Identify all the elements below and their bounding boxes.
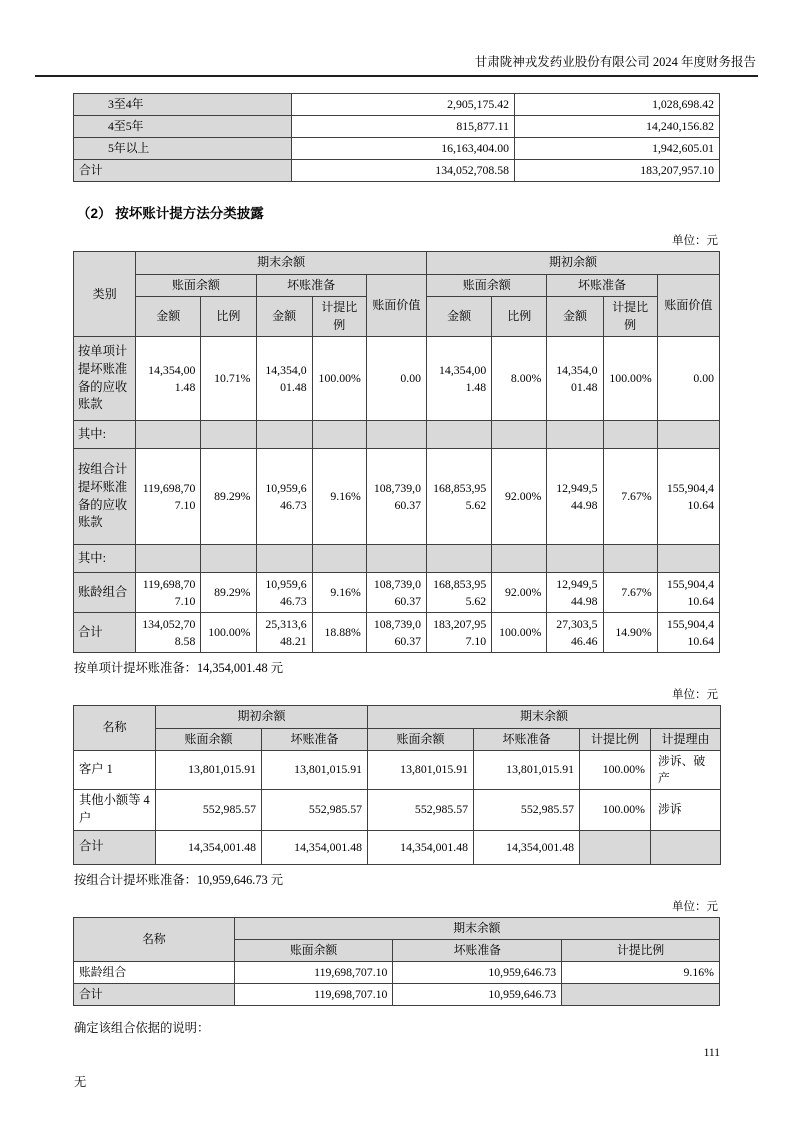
note-portfolio-provision: 按组合计提坏账准备：10,959,646.73 元	[74, 872, 284, 887]
table-cell: 552,985.57	[474, 790, 580, 831]
table-cell: 13,801,015.91	[156, 750, 262, 789]
table-cell: 14,354,001.48	[427, 337, 492, 421]
column-header-provision-ratio: 计提比例	[580, 728, 651, 750]
table-row	[74, 573, 720, 613]
table-cell: 9.16%	[562, 961, 720, 983]
row-label: 账龄组合	[74, 573, 136, 613]
column-header-book-value: 账面价值	[657, 274, 719, 336]
table-cell: 155,904,410.64	[657, 613, 719, 653]
table-cell	[136, 421, 201, 449]
table-cell	[427, 421, 492, 449]
table-cell	[547, 421, 603, 449]
table-row	[74, 961, 720, 983]
column-header-provision-ratio: 计提比例	[562, 939, 720, 961]
table-row	[74, 545, 720, 573]
table-cell: 14.90%	[603, 613, 657, 653]
column-header-amount: 金额	[136, 297, 201, 337]
table-cell: 100.00%	[603, 337, 657, 421]
row-label: 其他小额等 4 户	[74, 790, 156, 831]
table-cell: 涉诉、破产	[651, 750, 721, 789]
column-header-amount: 金额	[256, 297, 312, 337]
table-cell	[256, 545, 312, 573]
table-cell: 168,853,955.62	[427, 449, 492, 545]
column-header-bad-debt-provision: 坏账准备	[547, 274, 657, 296]
table-cell: 100.00%	[580, 750, 651, 789]
individual-provision-table	[73, 705, 721, 865]
page-header	[35, 0, 758, 77]
column-header-ratio: 比例	[492, 297, 547, 337]
table-row	[74, 750, 721, 789]
table-row	[74, 421, 720, 449]
table-row	[74, 613, 720, 653]
table-cell: 13,801,015.91	[262, 750, 368, 789]
table-cell: 14,240,156.82	[515, 116, 720, 138]
table-cell	[136, 545, 201, 573]
table-cell: 119,698,707.10	[136, 449, 201, 545]
table-cell: 155,904,410.64	[657, 573, 719, 613]
column-header-ratio: 比例	[201, 297, 256, 337]
table-cell: 涉诉	[651, 790, 721, 831]
table-cell: 100.00%	[492, 613, 547, 653]
table-cell: 0.00	[657, 337, 719, 421]
table-row	[74, 449, 720, 545]
row-label: 按单项计提坏账准备的应收账款	[74, 337, 136, 421]
table-cell: 119,698,707.10	[234, 984, 393, 1006]
header-row	[74, 274, 720, 296]
column-header-amount: 金额	[547, 297, 603, 337]
table-cell: 14,354,001.48	[262, 830, 368, 864]
column-header-provision-ratio: 计提比例	[312, 297, 366, 337]
table-cell: 183,207,957.10	[427, 613, 492, 653]
table-cell: 2,905,175.42	[292, 94, 515, 116]
table-cell	[492, 545, 547, 573]
note-none: 无	[74, 1075, 87, 1090]
table-cell: 14,354,001.48	[368, 830, 474, 864]
column-header-provision-ratio: 计提比例	[603, 297, 657, 337]
report-title: 甘肃陇神戎发药业股份有限公司 2024 年度财务报告	[474, 55, 756, 69]
table-cell: 168,853,955.62	[427, 573, 492, 613]
table-cell	[201, 421, 256, 449]
table-cell	[657, 421, 719, 449]
table-cell: 14,354,001.48	[136, 337, 201, 421]
table-cell: 155,904,410.64	[657, 449, 719, 545]
column-header-book-balance: 账面余额	[156, 728, 262, 750]
row-label: 合计	[74, 613, 136, 653]
table-cell: 10,959,646.73	[393, 961, 562, 983]
table-cell: 92.00%	[492, 573, 547, 613]
column-header-bad-debt-provision: 坏账准备	[474, 728, 580, 750]
table-cell: 18.88%	[312, 613, 366, 653]
table-cell	[580, 830, 651, 864]
note-portfolio-basis: 确定该组合依据的说明：	[74, 1021, 210, 1036]
table-cell	[651, 830, 721, 864]
table-cell: 552,985.57	[368, 790, 474, 831]
row-label: 4至5年	[74, 116, 292, 138]
column-header-category: 类别	[74, 252, 136, 337]
page-number: 111	[703, 1047, 720, 1059]
table-row	[74, 116, 720, 138]
table-cell: 108,739,060.37	[366, 613, 426, 653]
column-header-begin-balance: 期初余额	[156, 706, 368, 728]
table-row	[74, 830, 721, 864]
column-header-amount: 金额	[427, 297, 492, 337]
column-header-end-balance: 期末余额	[234, 917, 719, 939]
table-cell: 1,942,605.01	[515, 138, 720, 160]
unit-label: 单位：元	[672, 235, 718, 248]
table-cell: 13,801,015.91	[368, 750, 474, 789]
table-cell	[492, 421, 547, 449]
table-cell: 10.71%	[201, 337, 256, 421]
column-header-bad-debt-provision: 坏账准备	[393, 939, 562, 961]
table-cell	[256, 421, 312, 449]
table-cell: 10,959,646.73	[256, 449, 312, 545]
table-cell: 13,801,015.91	[474, 750, 580, 789]
table-row	[74, 138, 720, 160]
table-row	[74, 160, 720, 182]
column-header-book-balance: 账面余额	[368, 728, 474, 750]
table-cell: 552,985.57	[262, 790, 368, 831]
table-cell	[547, 545, 603, 573]
row-label: 客户 1	[74, 750, 156, 789]
column-header-name: 名称	[74, 917, 235, 961]
table-cell	[562, 984, 720, 1006]
table-cell: 10,959,646.73	[256, 573, 312, 613]
row-label: 合计	[74, 160, 292, 182]
table-cell: 10,959,646.73	[393, 984, 562, 1006]
table-row	[74, 790, 721, 831]
table-cell: 9.16%	[312, 449, 366, 545]
table-row	[74, 337, 720, 421]
column-header-begin-balance: 期初余额	[427, 252, 720, 274]
table-cell: 27,303,546.46	[547, 613, 603, 653]
table-cell: 25,313,648.21	[256, 613, 312, 653]
table-cell: 100.00%	[312, 337, 366, 421]
column-header-name: 名称	[74, 706, 156, 751]
column-header-book-balance: 账面余额	[234, 939, 393, 961]
row-label: 合计	[74, 830, 156, 864]
table-cell: 100.00%	[201, 613, 256, 653]
table-cell	[366, 421, 426, 449]
aging-analysis-table	[73, 93, 720, 182]
table-cell: 134,052,708.58	[136, 613, 201, 653]
portfolio-provision-table	[73, 917, 720, 1006]
table-cell	[603, 421, 657, 449]
table-cell	[427, 545, 492, 573]
bad-debt-method-table	[73, 251, 720, 653]
table-cell: 9.16%	[312, 573, 366, 613]
table-cell: 14,354,001.48	[156, 830, 262, 864]
table-cell	[603, 545, 657, 573]
table-cell: 89.29%	[201, 449, 256, 545]
column-header-end-balance: 期末余额	[368, 706, 721, 728]
table-cell: 92.00%	[492, 449, 547, 545]
row-label: 其中:	[74, 545, 136, 573]
table-cell: 119,698,707.10	[136, 573, 201, 613]
page-content	[73, 93, 720, 1090]
row-label: 按组合计提坏账准备的应收账款	[74, 449, 136, 545]
table-cell	[657, 545, 719, 573]
table-cell: 815,877.11	[292, 116, 515, 138]
unit-label: 单位：元	[672, 689, 718, 702]
table-cell: 134,052,708.58	[292, 160, 515, 182]
table-cell: 14,354,001.48	[474, 830, 580, 864]
unit-label: 单位：元	[672, 900, 718, 913]
table-cell	[366, 545, 426, 573]
table-cell: 100.00%	[580, 790, 651, 831]
table-cell	[312, 545, 366, 573]
column-header-book-balance: 账面余额	[136, 274, 256, 296]
table-cell: 12,949,544.98	[547, 449, 603, 545]
column-header-book-value: 账面价值	[366, 274, 426, 336]
row-label: 5年以上	[74, 138, 292, 160]
note-individual-provision: 按单项计提坏账准备：14,354,001.48 元	[74, 661, 284, 676]
header-row	[74, 917, 720, 939]
column-header-provision-reason: 计提理由	[651, 728, 721, 750]
table-row	[74, 94, 720, 116]
table-cell: 8.00%	[492, 337, 547, 421]
table-cell	[312, 421, 366, 449]
table-cell: 0.00	[366, 337, 426, 421]
table-cell: 108,739,060.37	[366, 449, 426, 545]
row-label: 3至4年	[74, 94, 292, 116]
header-row	[74, 252, 720, 274]
table-cell: 183,207,957.10	[515, 160, 720, 182]
table-cell: 108,739,060.37	[366, 573, 426, 613]
table-cell: 552,985.57	[156, 790, 262, 831]
table-cell: 119,698,707.10	[234, 961, 393, 983]
column-header-bad-debt-provision: 坏账准备	[256, 274, 366, 296]
row-label: 其中:	[74, 421, 136, 449]
table-cell: 7.67%	[603, 449, 657, 545]
column-header-end-balance: 期末余额	[136, 252, 427, 274]
column-header-bad-debt-provision: 坏账准备	[262, 728, 368, 750]
row-label: 合计	[74, 984, 235, 1006]
table-cell	[201, 545, 256, 573]
row-label: 账龄组合	[74, 961, 235, 983]
table-row	[74, 984, 720, 1006]
table-cell: 14,354,001.48	[547, 337, 603, 421]
table-cell: 1,028,698.42	[515, 94, 720, 116]
section-heading: （2） 按坏账计提方法分类披露	[77, 206, 264, 222]
column-header-book-balance: 账面余额	[427, 274, 547, 296]
table-cell: 7.67%	[603, 573, 657, 613]
table-cell: 89.29%	[201, 573, 256, 613]
header-row	[74, 728, 721, 750]
header-row	[74, 706, 721, 728]
table-cell: 12,949,544.98	[547, 573, 603, 613]
table-cell: 16,163,404.00	[292, 138, 515, 160]
table-cell: 14,354,001.48	[256, 337, 312, 421]
